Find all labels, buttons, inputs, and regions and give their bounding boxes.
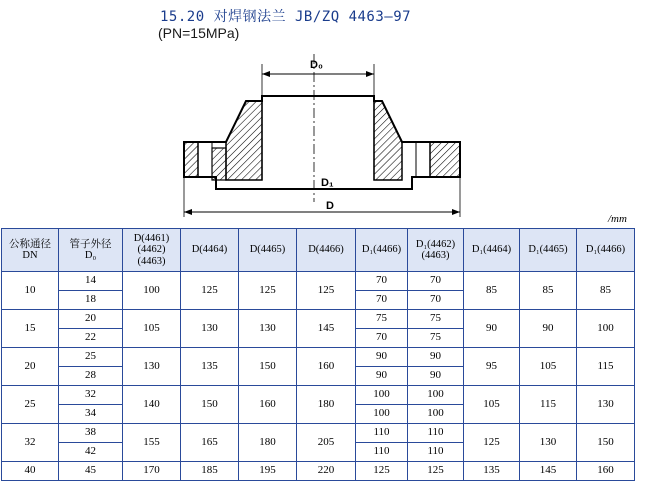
table-cell: 100: [577, 310, 635, 348]
column-header-text: D₁(4462): [415, 238, 456, 250]
table-cell: 20: [59, 310, 123, 329]
table-cell: 150: [239, 348, 297, 386]
column-header-text: (4463): [421, 250, 450, 261]
column-header-text: D₁(4466): [585, 244, 626, 256]
table-cell: 110: [356, 443, 408, 462]
table-cell: 15: [2, 310, 59, 348]
table-cell: 220: [297, 462, 356, 481]
table-cell: 75: [408, 310, 464, 329]
table-cell: 70: [356, 329, 408, 348]
column-header: [297, 229, 356, 272]
column-header-text: (4462): [137, 244, 166, 256]
table-cell: 100: [123, 272, 181, 310]
table-cell: 165: [181, 424, 239, 462]
table-cell: 85: [464, 272, 520, 310]
table-row: [2, 424, 635, 443]
table-cell: 145: [297, 310, 356, 348]
column-header: [356, 229, 408, 272]
table-cell: 70: [408, 291, 464, 310]
table-cell: 105: [520, 348, 577, 386]
column-header: [123, 229, 181, 272]
table-cell: 100: [408, 386, 464, 405]
label-d0: D₀: [310, 59, 323, 71]
table-cell: 90: [356, 367, 408, 386]
table-cell: 18: [59, 291, 123, 310]
table-cell: 105: [464, 386, 520, 424]
table-cell: 90: [520, 310, 577, 348]
dimension-table: [1, 228, 635, 481]
table-cell: 90: [408, 348, 464, 367]
table-cell: 155: [123, 424, 181, 462]
table-cell: 75: [408, 329, 464, 348]
table-cell: 14: [59, 272, 123, 291]
flange-drawing: [178, 52, 478, 222]
table-cell: 135: [181, 348, 239, 386]
column-header: [2, 229, 59, 272]
table-cell: 150: [181, 386, 239, 424]
table-cell: 160: [239, 386, 297, 424]
table-cell: 42: [59, 443, 123, 462]
table-row: [2, 310, 635, 329]
table-cell: 160: [577, 462, 635, 481]
column-header-text: 管子外径: [69, 238, 112, 250]
table-cell: 125: [408, 462, 464, 481]
unit-label: /mm: [608, 213, 627, 225]
column-header-text: D₁(4464): [471, 244, 512, 256]
table-cell: 32: [2, 424, 59, 462]
table-cell: 85: [520, 272, 577, 310]
table-cell: 85: [577, 272, 635, 310]
table-cell: 70: [356, 291, 408, 310]
table-cell: 125: [181, 272, 239, 310]
table-cell: 170: [123, 462, 181, 481]
column-header-text: D(4466): [308, 244, 344, 256]
table-cell: 110: [356, 424, 408, 443]
table-cell: 180: [239, 424, 297, 462]
table-cell: 40: [2, 462, 59, 481]
table-cell: 160: [297, 348, 356, 386]
table-cell: 130: [181, 310, 239, 348]
table-cell: 70: [356, 272, 408, 291]
column-header: [59, 229, 123, 272]
table-cell: 125: [464, 424, 520, 462]
table-cell: 34: [59, 405, 123, 424]
hatch-right-hub: [374, 101, 402, 180]
table-cell: 75: [356, 310, 408, 329]
table-row: [2, 348, 635, 367]
table-cell: 22: [59, 329, 123, 348]
table-cell: 205: [297, 424, 356, 462]
table-cell: 115: [577, 348, 635, 386]
table-cell: 25: [59, 348, 123, 367]
column-header-text: D₁(4465): [528, 244, 568, 256]
label-d: D: [326, 200, 334, 212]
table-cell: 38: [59, 424, 123, 443]
table-row: [2, 386, 635, 405]
table-cell: 185: [181, 462, 239, 481]
column-header: [464, 229, 520, 272]
table-cell: 130: [577, 386, 635, 424]
table-cell: 95: [464, 348, 520, 386]
hatch-left-hub: [226, 101, 262, 180]
column-header: [408, 229, 464, 272]
table-cell: 140: [123, 386, 181, 424]
table-header-row: [2, 229, 635, 272]
table-cell: 130: [520, 424, 577, 462]
table-row: [2, 462, 635, 481]
column-header: [520, 229, 577, 272]
table-cell: 110: [408, 424, 464, 443]
table-cell: 10: [2, 272, 59, 310]
column-header-text: D(4464): [191, 244, 228, 256]
column-header-text: D(4465): [249, 244, 286, 256]
table-cell: 125: [356, 462, 408, 481]
table-cell: 45: [59, 462, 123, 481]
table-cell: 110: [408, 443, 464, 462]
column-header-text: D₁(4466): [361, 244, 402, 256]
table-cell: 145: [520, 462, 577, 481]
table-cell: 100: [408, 405, 464, 424]
table-cell: 180: [297, 386, 356, 424]
page-title: 15.20 对焊钢法兰 JB/ZQ 4463—97: [160, 9, 412, 25]
table-cell: 20: [2, 348, 59, 386]
pressure-subtitle: (PN=15MPa): [158, 25, 240, 41]
table-cell: 115: [520, 386, 577, 424]
column-header-text: DN: [22, 250, 38, 261]
table-cell: 28: [59, 367, 123, 386]
label-d1: D₁: [321, 177, 334, 189]
table-cell: 70: [408, 272, 464, 291]
column-header-text: D₀: [84, 250, 97, 261]
column-header-text: D(4461): [133, 233, 170, 245]
hatch-right-rim: [430, 142, 460, 177]
table-cell: 195: [239, 462, 297, 481]
table-cell: 130: [239, 310, 297, 348]
hatch-left-rim: [184, 142, 198, 177]
column-header: [181, 229, 239, 272]
table-cell: 25: [2, 386, 59, 424]
column-header: [577, 229, 635, 272]
table-cell: 32: [59, 386, 123, 405]
table-cell: 125: [239, 272, 297, 310]
column-header-text: (4463): [137, 255, 166, 267]
table-cell: 130: [123, 348, 181, 386]
table-cell: 150: [577, 424, 635, 462]
column-header-text: 公称通径: [9, 238, 51, 250]
table-cell: 90: [464, 310, 520, 348]
table-cell: 125: [297, 272, 356, 310]
table-cell: 135: [464, 462, 520, 481]
table-cell: 105: [123, 310, 181, 348]
table-row: [2, 272, 635, 291]
table-cell: 100: [356, 386, 408, 405]
table-cell: 90: [356, 348, 408, 367]
column-header: [239, 229, 297, 272]
table-cell: 100: [356, 405, 408, 424]
table-cell: 90: [408, 367, 464, 386]
